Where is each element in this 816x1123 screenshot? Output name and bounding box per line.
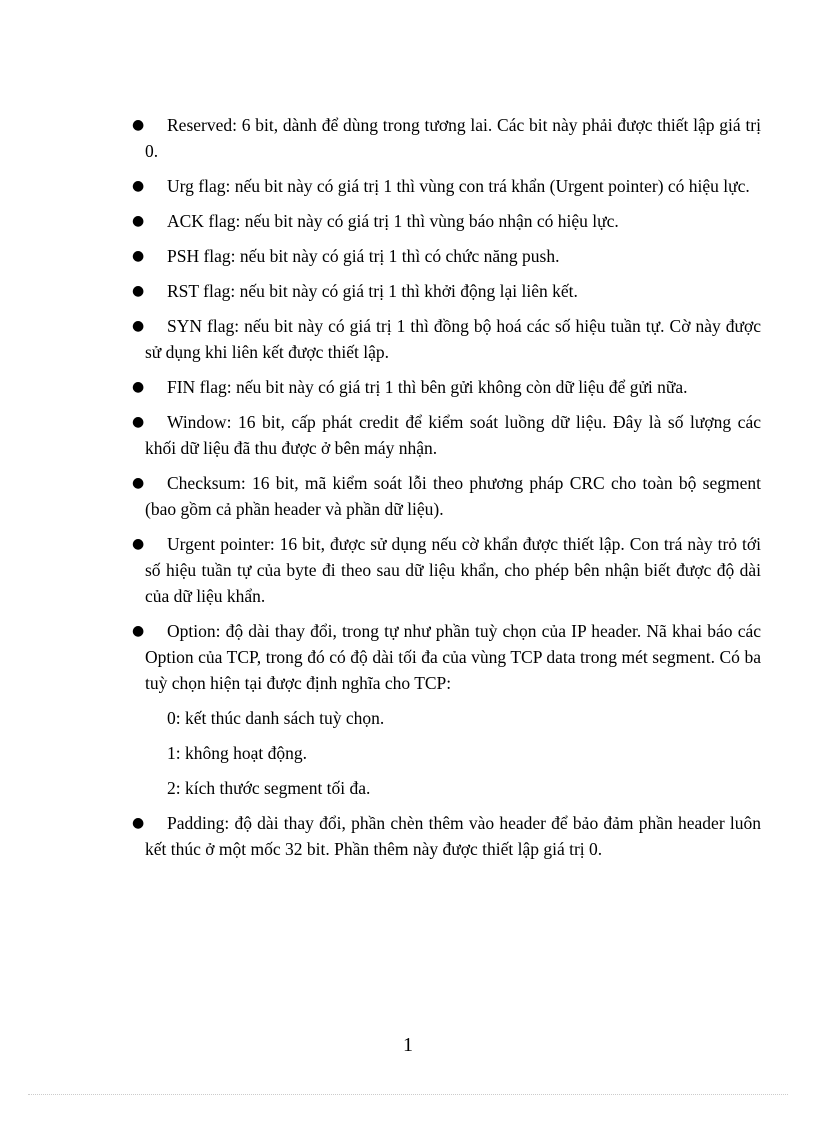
bullet-icon: ● [132, 283, 145, 299]
list-item-text: Option: độ dài thay đổi, trong tự như phần tuỳ chọn của IP header. Nã khai báo các Option của TCP, trong đó có độ dài tối đa của vùng TCP data trong mét segment. Có ba tuỳ chọn hiện tại được định nghĩa cho TCP: [145, 621, 761, 693]
list-item-fin-flag [132, 374, 761, 400]
bullet-icon: ● [132, 213, 145, 229]
list-item-padding [132, 810, 761, 862]
option-item: 0: kết thúc danh sách tuỳ chọn. [167, 708, 385, 728]
list-item-text: Urgent pointer: 16 bit, được sử dụng nếu cờ khẩn được thiết lập. Con trá này trỏ tới số hiệu tuần tự của byte đi theo sau dữ liệu khẩn, cho phép bên nhận biết được độ dài của dữ liệu khẩn. [145, 534, 761, 606]
document-body [132, 112, 761, 871]
bullet-icon: ● [132, 536, 145, 552]
list-item-syn-flag [132, 313, 761, 365]
list-item-text: Checksum: 16 bit, mã kiểm soát lỗi theo phương pháp CRC cho toàn bộ segment (bao gồm cả phần header và phần dữ liệu). [145, 473, 761, 519]
list-item-ack-flag [132, 208, 761, 234]
list-item-text: Padding: độ dài thay đổi, phần chèn thêm vào header để bảo đảm phần header luôn kết thúc ở một mốc 32 bit. Phần thêm này được thiết lập giá trị 0. [145, 813, 761, 859]
page-number: 1 [403, 1034, 413, 1056]
list-item-psh-flag [132, 243, 761, 269]
list-item-text: SYN flag: nếu bit này có giá trị 1 thì đồng bộ hoá các số hiệu tuần tự. Cờ này được sử dụng khi liên kết được thiết lập. [145, 316, 761, 362]
option-item: 2: kích thước segment tối đa. [167, 778, 371, 798]
bullet-icon: ● [132, 414, 145, 430]
bullet-icon: ● [132, 623, 145, 639]
list-item-text: RST flag: nếu bit này có giá trị 1 thì khởi động lại liên kết. [167, 281, 578, 301]
list-item-rst-flag [132, 278, 761, 304]
list-item-text: Reserved: 6 bit, dành để dùng trong tương lai. Các bit này phải được thiết lập giá trị 0. [145, 115, 761, 161]
bullet-icon: ● [132, 117, 145, 133]
option-item: 1: không hoạt động. [167, 743, 307, 763]
list-item-text: Urg flag: nếu bit này có giá trị 1 thì vùng con trá khẩn (Urgent pointer) có hiệu lực. [167, 176, 750, 196]
option-sublist [145, 705, 761, 801]
list-item-urgent-pointer [132, 531, 761, 609]
list-item-option [132, 618, 761, 696]
list-item-window [132, 409, 761, 461]
bullet-icon: ● [132, 379, 145, 395]
list-item-text: PSH flag: nếu bit này có giá trị 1 thì có chức năng push. [167, 246, 560, 266]
list-item-text: ACK flag: nếu bit này có giá trị 1 thì vùng báo nhận có hiệu lực. [167, 211, 619, 231]
list-item-checksum [132, 470, 761, 522]
page-divider [28, 1094, 788, 1095]
bullet-icon: ● [132, 318, 145, 334]
bullet-icon: ● [132, 248, 145, 264]
list-item-text: FIN flag: nếu bit này có giá trị 1 thì bên gửi không còn dữ liệu để gửi nữa. [167, 377, 688, 397]
list-item-text: Window: 16 bit, cấp phát credit để kiểm soát luồng dữ liệu. Đây là số lượng các khối dữ liệu đã thu được ở bên máy nhận. [145, 412, 761, 458]
list-item-reserved [132, 112, 761, 164]
bullet-icon: ● [132, 178, 145, 194]
bullet-icon: ● [132, 475, 145, 491]
bullet-icon: ● [132, 815, 145, 831]
list-item-urg-flag [132, 173, 761, 199]
